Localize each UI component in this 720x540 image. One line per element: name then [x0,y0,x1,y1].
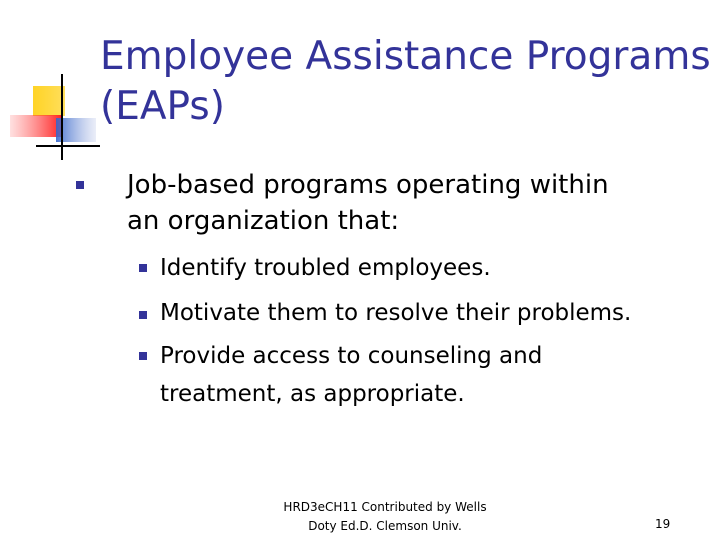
slide-title [100,32,710,132]
sub-bullet-square-icon [139,352,147,360]
main-bullet-line: an organization that: [127,206,400,236]
footer-line: Doty Ed.D. Clemson Univ. [308,519,462,533]
sub-bullet-square-icon [139,264,147,272]
slide-title-line: Employee Assistance Programs [100,34,711,79]
slide-title-line: (EAPs) [100,84,225,129]
page-number: 19 [655,517,671,531]
sub-bullet-line: treatment, as appropriate. [160,381,465,407]
deco-red-bar [10,115,62,137]
main-bullet-line: Job-based programs operating within [127,170,609,200]
deco-yellow-square [33,86,65,116]
sub-bullet-square-icon [139,311,147,319]
sub-bullet-line: Motivate them to resolve their problems. [160,300,632,326]
decorative-squares-icon [0,0,110,170]
sub-bullet-line: Provide access to counseling and [160,343,543,369]
bullet-square-icon [76,181,84,189]
footer-line: HRD3eCH11 Contributed by Wells [283,500,487,514]
sub-bullet-line: Identify troubled employees. [160,255,491,281]
slide-footer [255,498,515,536]
